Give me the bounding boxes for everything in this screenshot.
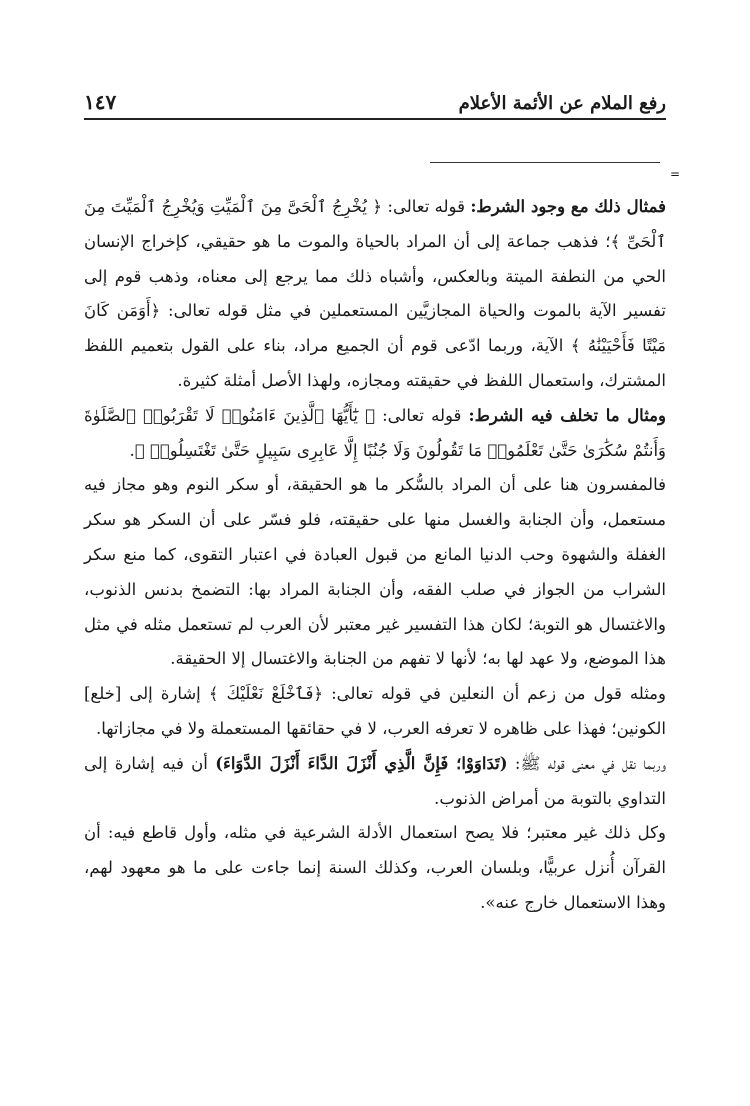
- page-header: [84, 84, 666, 114]
- paragraph: [84, 677, 666, 747]
- hadith-quote: (تَدَاوَوْا؛ فَإِنَّ الَّذِي أَنْزَلَ الدَّاءَ أَنْزَلَ الدَّوَاءَ): [215, 753, 508, 773]
- paragraph-lead: فمثال ذلك مع وجود الشرط:: [470, 197, 666, 216]
- footnote-rule: [430, 162, 660, 163]
- paragraph: [84, 747, 666, 817]
- paragraph-text: قوله تعالى: ﴿ يَٰٓأَيُّهَا ٱلَّذِينَ ءَامَنُوا۟ لَا تَقْرَبُوا۟ ٱلصَّلَوٰةَ وَأَنتُمْ سُكَٰرَىٰ حَتَّىٰ تَعْلَمُوا۟ مَا تَقُولُونَ وَلَا جُنُبًا إِلَّا عَابِرِى سَبِيلٍ حَتَّىٰ تَغْتَسِلُوا۟ ﴾.: [84, 405, 666, 460]
- paragraph-text: ومثله قول من زعم أن النعلين في قوله تعالى: ﴿فَٱخْلَعْ نَعْلَيْكَ ﴾ إشارة إلى [خلع] الكونين؛ فهذا على ظاهره لا تعرفه العرب، لا في حقائقها المستعملة ولا في مجازاتها.: [84, 684, 666, 738]
- paragraph-tail: أن فيه إشارة إلى التداوي بالتوبة من أمراض الذنوب.: [84, 753, 666, 808]
- paragraph-lead: ومثال ما تخلف فيه الشرط:: [468, 405, 666, 425]
- paragraph: [84, 399, 666, 469]
- running-title: رفع الملام عن الأئمة الأعلام: [458, 93, 666, 114]
- paragraph-text: وربما نقل في معنى قوله ﷺ:: [507, 753, 666, 773]
- header-rule: [84, 118, 666, 120]
- paragraph: [84, 190, 666, 399]
- paragraph: [84, 816, 666, 920]
- paragraph: [84, 468, 666, 677]
- page-number: ١٤٧: [84, 90, 117, 114]
- body-text: [84, 190, 666, 921]
- footnote-continuation-mark: =: [670, 167, 681, 181]
- paragraph-text: قوله تعالى: ﴿ يُخْرِجُ ٱلْحَىَّ مِنَ ٱلْمَيِّتِ وَيُخْرِجُ ٱلْمَيِّتَ مِنَ ٱلْحَىِّ ﴾؛ فذهب جماعة إلى أن المراد بالحياة والموت ما هو حقيقي، كإخراج الإنسان الحي من النطفة الميتة وبالعكس، وأشباه ذلك مما يرجع إلى معناه، وذهب قوم إلى تفسير الآية بالموت والحياة المجازيَّين المستعملين في مثل قوله تعالى: ﴿أَوَمَن كَانَ مَيْتًا فَأَحْيَيْنَٰهُ ﴾ الآية، وربما ادّعى قوم أن الجميع مراد، بناء على القول بتعميم اللفظ المشترك، واستعمال اللفظ في حقيقته ومجازه، ولهذا الأصل أمثلة كثيرة.: [84, 197, 666, 390]
- paragraph-text: فالمفسرون هنا على أن المراد بالسُّكر ما هو الحقيقة، أو سكر النوم وهو مجاز فيه مستعمل، وأن الجنابة والغسل منها على حقيقته، فلو فسّر على أن السكر هو سكر الغفلة والشهوة وحب الدنيا المانع من قبول العبادة في اعتبار التقوى، كما منع سكر الشراب من الجواز في صلب الفقه، وأن الجنابة المراد بها: التضمخ بدنس الذنوب، والاغتسال هو التوبة؛ لكان هذا التفسير غير معتبر لأن العرب لم تستعمل مثله في مثل هذا الموضع، ولا عهد لها به؛ لأنها لا تفهم من الجنابة والاغتسال إلا الحقيقة.: [84, 475, 666, 669]
- paragraph-text: وكل ذلك غير معتبر؛ فلا يصح استعمال الأدلة الشرعية في مثله، وأول قاطع فيه: أن القرآن أُنزل عربيًّا، وبلسان العرب، وكذلك السنة إنما جاءت على ما هو معهود لهم، وهذا الاستعمال خارج عنه».: [84, 823, 666, 912]
